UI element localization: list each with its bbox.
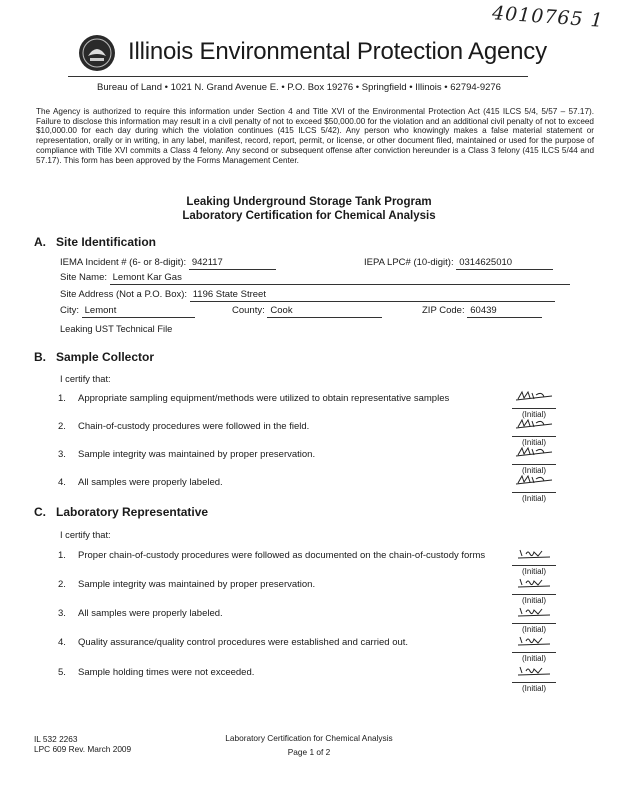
authority-statement: The Agency is authorized to require this information under Section 4 and Title XVI of the Environmental Protection Act (415 ILCS 5/4, 5/57 – 57.17). Failure to disclose this information may result in a civil penalty of not to exceed $50,000.00 for the violation and an additional civil penalty of not to exceed $10,000.00 for each day during which the violation continues (415 ILCS 5/42). Any person who knowingly makes a false material statement or representation, orally or in writing, in any label, manifest, record, report, permit, or license, or other document filed, maintained or used for the purpose of compliance with Title XVI commits a Class 4 felony. Any second or subsequent offense after conviction hereunder is a Class 3 felony (415 ILCS 5/44 and 57.17). This form has been approved by the Forms Management Center. (36, 107, 594, 165)
file-note: Leaking UST Technical File (60, 324, 173, 334)
section-c-certify: I certify that: (60, 530, 111, 540)
initial-box[interactable] (512, 633, 556, 663)
footer-form-revision: LPC 609 Rev. March 2009 (34, 744, 132, 754)
initial-label: (Initial) (512, 682, 556, 693)
initials-signature-icon (512, 604, 556, 617)
agency-title: Illinois Environmental Protection Agency (128, 38, 547, 65)
site-address-label: Site Address (Not a P.O. Box): (60, 289, 188, 300)
initial-box[interactable] (512, 546, 556, 576)
initial-box[interactable] (512, 473, 556, 503)
zip-row (422, 305, 542, 318)
list-item (58, 637, 408, 648)
initial-box[interactable] (512, 445, 556, 475)
site-address-field[interactable]: 1196 State Street (190, 289, 555, 302)
footer-center (0, 733, 618, 757)
lpc-number-field[interactable]: 0314625010 (456, 257, 553, 270)
list-item (58, 550, 485, 561)
city-label: City: (60, 305, 79, 316)
footer-form-code: IL 532 2263 (34, 734, 78, 744)
section-b-title: Sample Collector (56, 350, 155, 364)
list-item (58, 421, 309, 432)
site-name-field[interactable]: Lemont Kar Gas (110, 272, 570, 285)
item-text: Appropriate sampling equipment/methods were utilized to obtain representative samples (78, 393, 450, 404)
section-b-certify: I certify that: (60, 374, 111, 384)
initial-label: (Initial) (512, 436, 556, 447)
footer-form-title: Laboratory Certification for Chemical Analysis (225, 733, 393, 743)
list-item (58, 393, 449, 404)
form-title: Laboratory Certification for Chemical Analysis (182, 210, 436, 222)
agency-address: Bureau of Land • 1021 N. Grand Avenue E. • P.O. Box 19276 • Springfield • Illinois • 62794-9276 (97, 82, 501, 93)
initial-box[interactable] (512, 389, 556, 419)
initials-signature-icon (512, 445, 556, 458)
initials-signature-icon (512, 417, 556, 430)
item-number: 4. (58, 637, 66, 648)
item-text: Chain-of-custody procedures were followed in the field. (78, 421, 310, 432)
section-c-title: Laboratory Representative (56, 505, 209, 519)
initial-label: (Initial) (512, 408, 556, 419)
initial-label: (Initial) (512, 464, 556, 475)
incident-number-field[interactable]: 942117 (189, 257, 276, 270)
item-number: 3. (58, 608, 66, 619)
item-text: All samples were properly labeled. (78, 608, 223, 619)
item-number: 4. (58, 477, 66, 488)
item-text: Sample integrity was maintained by proper preservation. (78, 449, 316, 460)
item-number: 5. (58, 667, 66, 678)
item-text: Sample integrity was maintained by proper preservation. (78, 579, 316, 590)
item-text: Quality assurance/quality control procedures were established and carried out. (78, 637, 409, 648)
header-rule (68, 76, 528, 77)
list-item (58, 608, 223, 619)
zip-label: ZIP Code: (422, 305, 465, 316)
item-text: Sample holding times were not exceeded. (78, 667, 255, 678)
section-c-letter: C. (34, 505, 46, 519)
item-number: 1. (58, 550, 66, 561)
initials-signature-icon (512, 546, 556, 559)
item-number: 2. (58, 579, 66, 590)
list-item (58, 449, 315, 460)
item-number: 3. (58, 449, 66, 460)
section-b-letter: B. (34, 350, 46, 364)
site-name-row (60, 272, 570, 285)
site-address-row (60, 289, 555, 302)
item-number: 1. (58, 393, 66, 404)
item-number: 2. (58, 421, 66, 432)
list-item (58, 667, 254, 678)
incident-number-row (60, 257, 276, 270)
initial-box[interactable] (512, 417, 556, 447)
section-b-heading (34, 350, 154, 364)
list-item (58, 477, 223, 488)
initial-label: (Initial) (512, 492, 556, 503)
initial-label: (Initial) (512, 565, 556, 576)
incident-number-label: IEMA Incident # (6- or 8-digit): (60, 257, 187, 268)
initials-signature-icon (512, 473, 556, 486)
city-row (60, 305, 195, 318)
lpc-number-row (364, 257, 553, 270)
lpc-number-label: IEPA LPC# (10-digit): (364, 257, 454, 268)
initial-box[interactable] (512, 663, 556, 693)
section-c-heading (34, 505, 208, 519)
illinois-state-seal-icon (78, 34, 116, 72)
initials-signature-icon (512, 633, 556, 646)
list-item (58, 579, 315, 590)
zip-field[interactable]: 60439 (467, 305, 542, 318)
section-a-title: Site Identification (56, 235, 157, 249)
item-text: Proper chain-of-custody procedures were followed as documented on the chain-of-custody forms (78, 550, 486, 561)
item-text: All samples were properly labeled. (78, 477, 223, 488)
site-name-label: Site Name: (60, 272, 107, 283)
initials-signature-icon (512, 663, 556, 676)
initials-signature-icon (512, 389, 556, 402)
initial-box[interactable] (512, 604, 556, 634)
footer-page-number: Page 1 of 2 (287, 747, 331, 757)
program-title: Leaking Underground Storage Tank Program (186, 196, 432, 208)
county-field[interactable]: Cook (267, 305, 382, 318)
initial-label: (Initial) (512, 652, 556, 663)
section-a-heading (34, 235, 156, 249)
section-a-letter: A. (34, 235, 46, 249)
initial-box[interactable] (512, 575, 556, 605)
initial-label: (Initial) (512, 594, 556, 605)
county-row (232, 305, 382, 318)
initials-signature-icon (512, 575, 556, 588)
county-label: County: (232, 305, 265, 316)
handwritten-document-number: 4010765 1 (491, 2, 605, 32)
city-field[interactable]: Lemont (82, 305, 195, 318)
initial-label: (Initial) (512, 623, 556, 634)
